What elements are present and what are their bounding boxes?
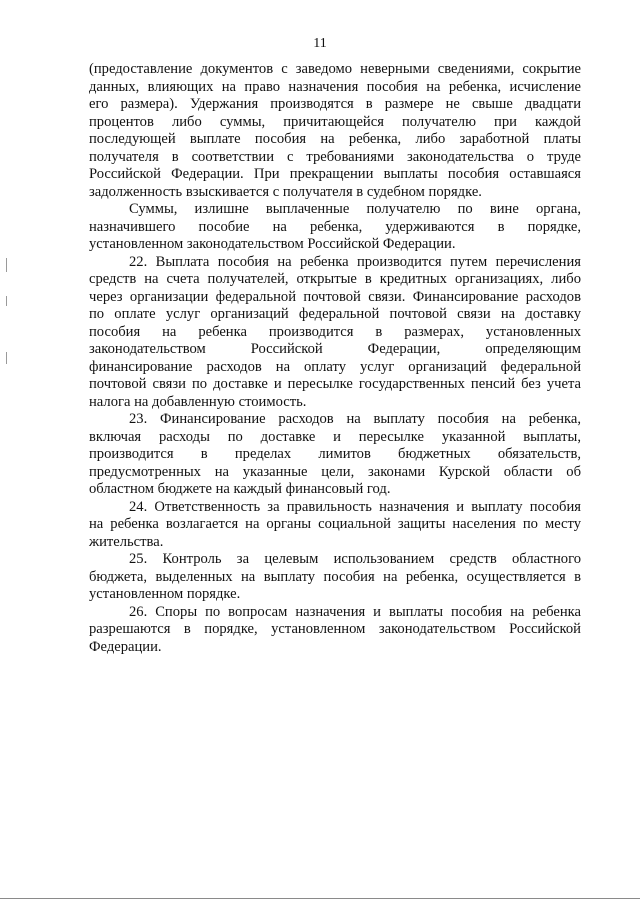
scan-artifact: [6, 258, 7, 272]
text-line: получателя в соответствии с требованиями законодательства о труде: [89, 148, 581, 165]
scan-artifact: [6, 352, 7, 364]
text-line: налога на добавленную стоимость.: [89, 393, 307, 410]
text-line: производится в пределах лимитов бюджетных обязательств,: [89, 446, 581, 462]
page-number: 11: [313, 36, 327, 51]
text-line: разрешаются в порядке, установленном законодательством Российской: [89, 621, 581, 637]
paragraph: [89, 201, 581, 254]
text-line: финансирование расходов на оплату услуг организаций федеральной: [89, 358, 581, 375]
text-line: включая расходы по доставке и пересылке указанной выплаты,: [89, 428, 581, 445]
text-line: по оплате услуг организаций федеральной почтовой связи на доставку: [89, 306, 581, 322]
text-line: областном бюджете на каждый финансовый год.: [89, 481, 391, 497]
text-line: почтовой связи по доставке и пересылке государственных пенсий без учета: [89, 376, 581, 392]
text-line: пособия на ребенка производится в размерах, установленных: [89, 323, 581, 340]
text-line: его размера). Удержания производятся в размере не свыше двадцати: [89, 96, 581, 112]
scan-artifact: [6, 296, 7, 306]
text-line: установленном порядке.: [89, 586, 241, 602]
text-line: на ребенка возлагается на органы социальной защиты населения по месту: [89, 516, 581, 532]
text-line: через организации федеральной почтовой связи. Финансирование расходов: [89, 288, 581, 305]
text-line: предусмотренных на указанные цели, законами Курской области об: [89, 463, 581, 480]
text-line: жительства.: [89, 533, 164, 550]
paragraph: [89, 551, 581, 604]
paragraph: [89, 61, 581, 201]
paragraph: [89, 254, 581, 412]
text-line: процентов либо суммы, причитающейся получателю при каждой: [89, 113, 581, 130]
paragraph: [89, 604, 581, 657]
text-line: законодательством Российской Федерации, определяющим: [89, 341, 581, 357]
text-line: назначившего пособие на ребенка, удерживаются в порядке,: [89, 218, 581, 235]
text-line: задолженность взыскивается с получателя в судебном порядке.: [89, 183, 482, 200]
text-line: 26. Споры по вопросам назначения и выплаты пособия на ребенка: [129, 603, 581, 620]
text-line: (предоставление документов с заведомо неверными сведениями, сокрытие: [89, 61, 581, 77]
text-line: бюджета, выделенных на выплату пособия на ребенка, осуществляется в: [89, 568, 581, 585]
paragraph: [89, 499, 581, 552]
text-line: 22. Выплата пособия на ребенка производится путем перечисления: [129, 253, 581, 270]
text-line: средств на счета получателей, открытые в кредитных организациях, либо: [89, 271, 581, 287]
text-line: 24. Ответственность за правильность назначения и выплату пособия: [129, 498, 581, 515]
text-line: 25. Контроль за целевым использованием средств областного: [129, 551, 581, 567]
text-line: Российской Федерации. При прекращении выплаты пособия оставшаяся: [89, 166, 581, 182]
text-line: Суммы, излишне выплаченные получателю по вине органа,: [129, 201, 581, 217]
text-line: Федерации.: [89, 638, 162, 655]
text-line: последующей выплате пособия на ребенка, либо заработной платы: [89, 131, 581, 147]
text-line: данных, влияющих на право назначения пособия на ребенка, исчисление: [89, 78, 581, 95]
paragraph: [89, 411, 581, 499]
document-body: [89, 61, 581, 656]
page-bottom-edge: [0, 898, 640, 899]
text-line: 23. Финансирование расходов на выплату пособия на ребенка,: [129, 411, 581, 427]
text-line: установленном законодательством Российской Федерации.: [89, 236, 456, 252]
